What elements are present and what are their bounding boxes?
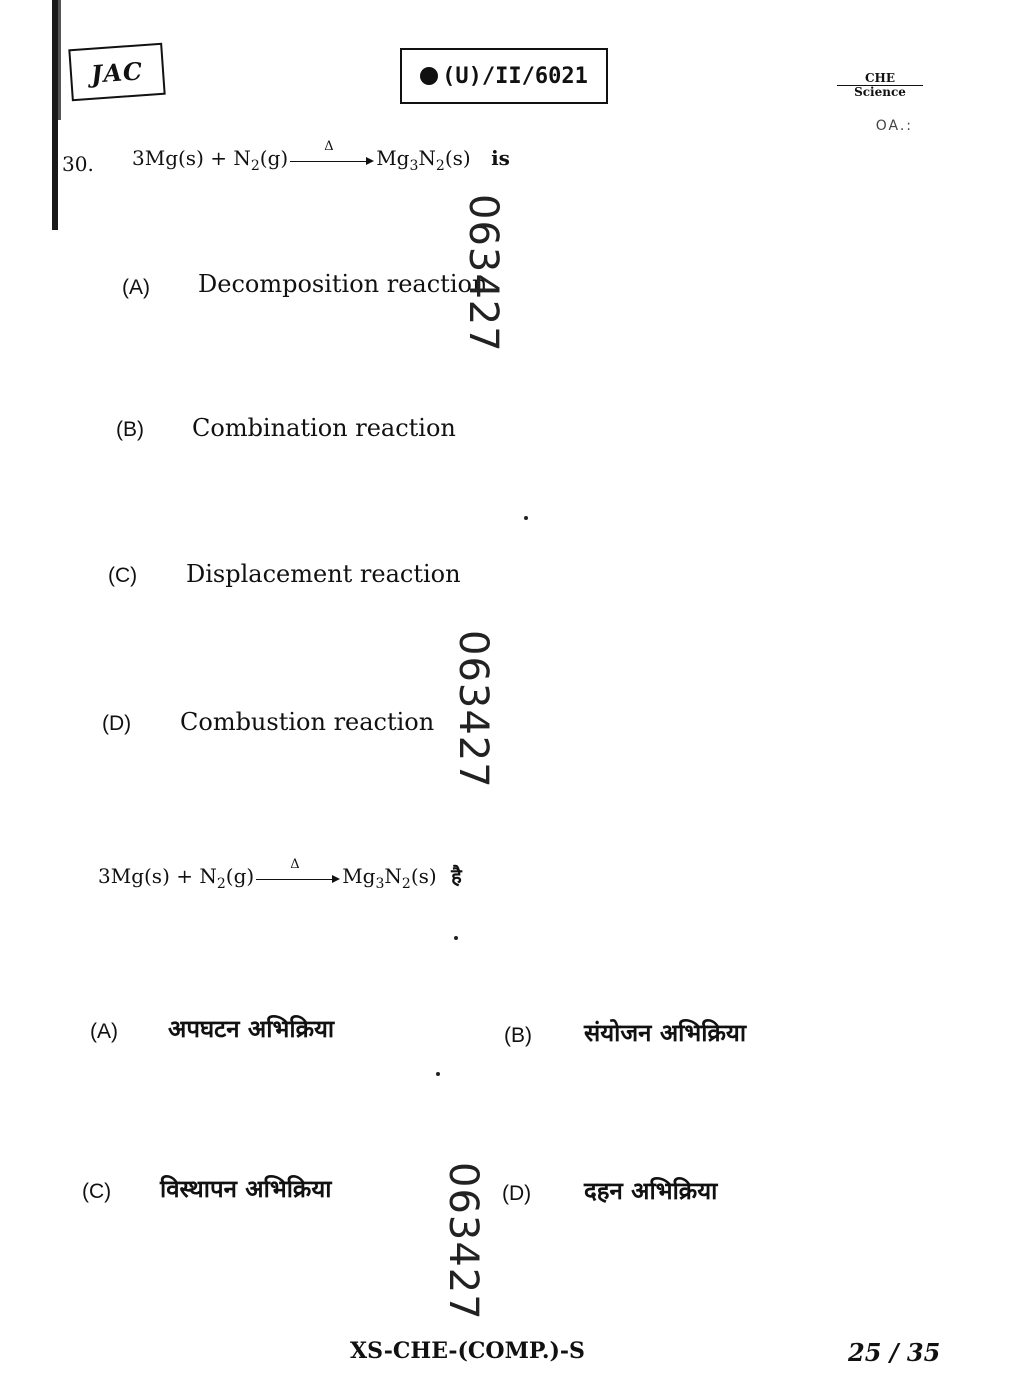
eq-product: Mg (376, 146, 410, 170)
eq-sub: 3 (409, 158, 419, 174)
eq-product-n: N (384, 864, 402, 888)
equation-hindi (98, 856, 462, 892)
board-logo: JAC (68, 43, 165, 101)
option-text-hindi: संयोजन अभिक्रिया (584, 1019, 747, 1047)
eq-suffix-hindi: है (451, 864, 462, 888)
option-label: (C) (108, 564, 138, 587)
bullet-icon (420, 67, 438, 85)
serial-stamp: 063427 (450, 630, 496, 789)
option-label: (B) (116, 418, 144, 441)
option-text-hindi: विस्थापन अभिक्रिया (160, 1175, 332, 1203)
speck (454, 936, 458, 940)
option-text-hindi: दहन अभिक्रिया (584, 1177, 718, 1205)
heat-arrow-icon (256, 856, 340, 883)
eq-suffix: is (491, 146, 510, 170)
serial-stamp: 063427 (440, 1162, 486, 1321)
eq-product: Mg (342, 864, 376, 888)
eq-sub: 3 (375, 876, 385, 892)
footer-code: XS-CHE-(COMP.)-S (350, 1338, 585, 1364)
subject-name: Science (854, 85, 906, 99)
option-text: Combination reaction (192, 414, 456, 442)
eq-reactants: 3Mg(s) + N (98, 864, 217, 888)
subject-label (837, 72, 923, 99)
binder-edge-shadow (58, 0, 61, 120)
delta-label: Δ (290, 856, 300, 872)
eq-sub: 2 (401, 876, 411, 892)
option-text: Displacement reaction (186, 560, 461, 588)
speck (524, 516, 528, 520)
equation-english (132, 138, 510, 174)
paper-code-box (400, 48, 608, 104)
eq-product-n: N (418, 146, 436, 170)
option-label: (C) (82, 1180, 112, 1203)
option-text: Decomposition reaction (198, 270, 488, 298)
option-label: (D) (502, 1182, 532, 1205)
speck (436, 1072, 440, 1076)
page-number: 25 / 35 (848, 1338, 941, 1367)
option-label: (A) (90, 1020, 118, 1043)
option-label: (D) (102, 712, 132, 735)
eq-state: (s) (444, 146, 471, 170)
eq-reactants: 3Mg(s) + N (132, 146, 251, 170)
eq-state: (g) (225, 864, 255, 888)
eq-sub: 2 (250, 158, 260, 174)
question-number: 30. (62, 152, 94, 176)
eq-state: (g) (259, 146, 289, 170)
option-label: (A) (122, 276, 150, 299)
paper-code: (U)/II/6021 (442, 63, 588, 89)
option-label: (B) (504, 1024, 532, 1047)
option-text-hindi: अपघटन अभिक्रिया (168, 1015, 335, 1043)
eq-sub: 2 (216, 876, 226, 892)
subject-code: CHE (837, 72, 923, 86)
eq-sub: 2 (435, 158, 445, 174)
delta-label: Δ (324, 138, 334, 154)
serial-stamp: 063427 (460, 194, 506, 353)
heat-arrow-icon (290, 138, 374, 165)
eq-state: (s) (410, 864, 437, 888)
small-stamp: OA.: (875, 118, 913, 134)
option-text: Combustion reaction (180, 708, 435, 736)
